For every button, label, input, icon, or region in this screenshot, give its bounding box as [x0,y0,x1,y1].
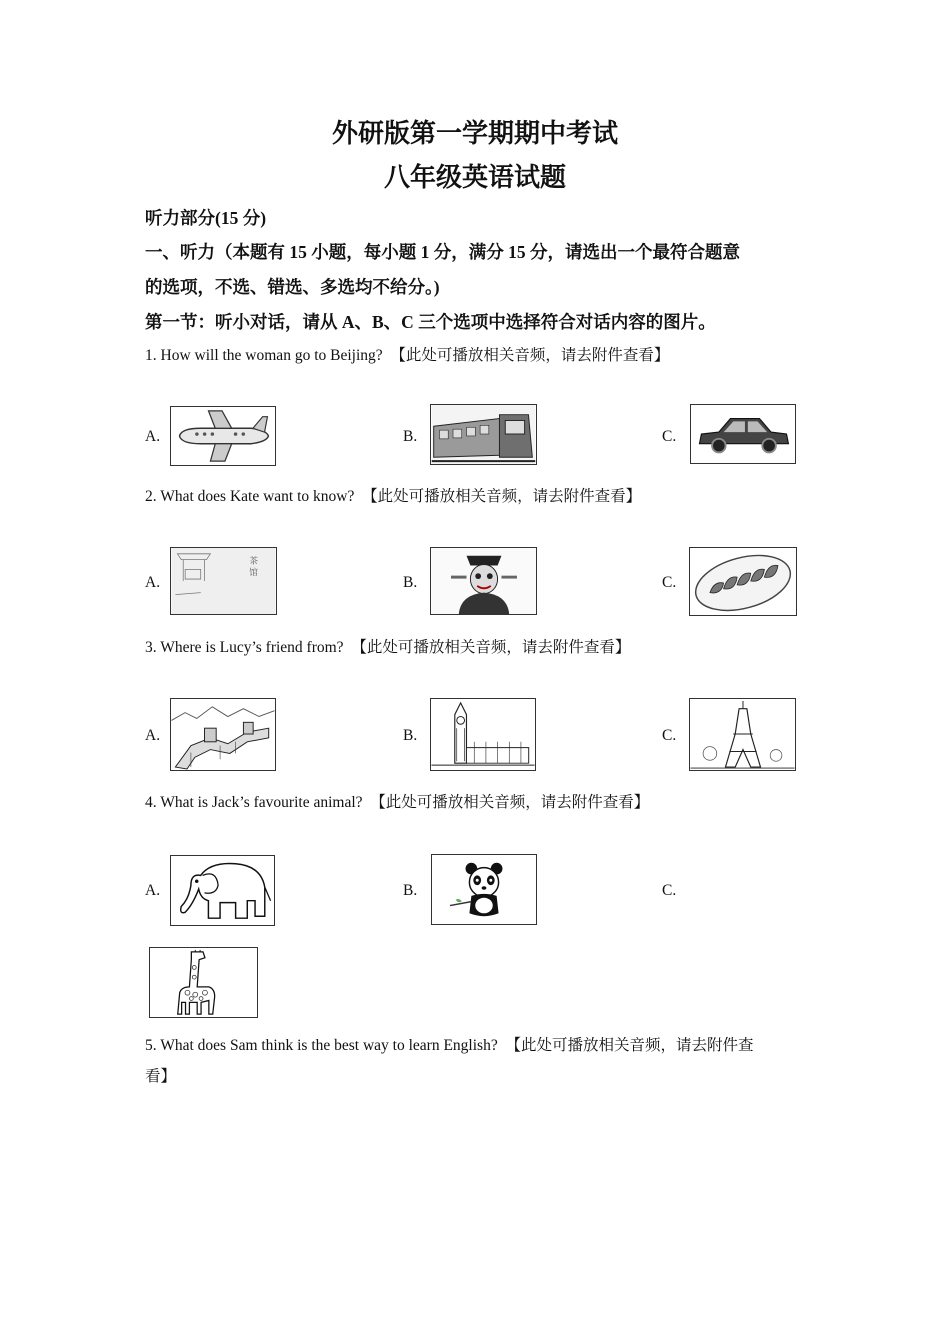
opera-mask-picture[interactable] [430,547,537,615]
option-a-label: A. [145,727,161,744]
audio-note[interactable]: 【此处可播放相关音频，请去附件查看】 [351,639,631,656]
question-text: 1. How will the woman go to Beijing? [145,347,383,364]
question-text: 5. What does Sam think is the best way to learn English? [145,1037,498,1054]
panda-picture[interactable] [431,854,537,925]
audio-note[interactable]: 【此处可播放相关音频，请去附件查 [505,1037,754,1054]
car-icon[interactable] [690,404,796,464]
audio-note[interactable]: 【此处可播放相关音频，请去附件查看】 [362,488,642,505]
option-b-label: B. [403,428,418,445]
teahouse-picture[interactable] [170,547,277,615]
dumplings-picture[interactable] [689,547,797,616]
giraffe-picture[interactable] [149,947,258,1018]
option-a-label: A. [145,428,161,445]
audio-note[interactable]: 【此处可播放相关音频，请去附件查看】 [390,347,670,364]
question-text: 3. Where is Lucy’s friend from? [145,639,344,656]
option-a-label: A. [145,882,161,899]
instruction-line-1: 一、听力（本题有 15 小题，每小题 1 分，满分 15 分，请选出一个最符合题意 [145,242,740,262]
train-icon[interactable] [430,404,537,465]
audio-note[interactable]: 【此处可播放相关音频，请去附件查看】 [370,794,650,811]
option-c-label: C. [662,574,677,591]
page-title: 外研版第一学期期中考试 [331,119,618,148]
question-text: 2. What does Kate want to know? [145,488,355,505]
instruction-line-2: 的选项，不选、错选、多选均不给分。) [145,277,440,297]
question-5 [145,1033,753,1055]
teahouse-sign-char1: 茶 [249,556,258,567]
option-b-label: B. [403,882,418,899]
question-2 [145,484,641,506]
question-1 [145,343,669,365]
option-a-label: A. [145,574,161,591]
option-b-label: B. [403,727,418,744]
eiffel-tower-picture[interactable] [689,698,796,771]
elephant-picture[interactable] [170,855,275,926]
option-c-label: C. [662,428,677,445]
option-b-label: B. [403,574,418,591]
section-heading: 听力部分(15 分) [145,208,267,228]
option-c-label: C. [662,882,677,899]
question-3 [145,635,630,657]
question-text: 4. What is Jack’s favourite animal? [145,794,363,811]
question-4 [145,790,649,812]
question-5-note-continuation: 看】 [145,1068,177,1085]
subsection-heading: 第一节：听小对话，请从 A、B、C 三个选项中选择符合对话内容的图片。 [145,312,716,332]
teahouse-sign-char2: 馆 [249,568,258,579]
great-wall-picture[interactable] [170,698,276,771]
airplane-icon[interactable] [170,406,276,466]
option-c-label: C. [662,727,677,744]
page-subtitle: 八年级英语试题 [383,163,566,192]
big-ben-picture[interactable] [430,698,536,771]
